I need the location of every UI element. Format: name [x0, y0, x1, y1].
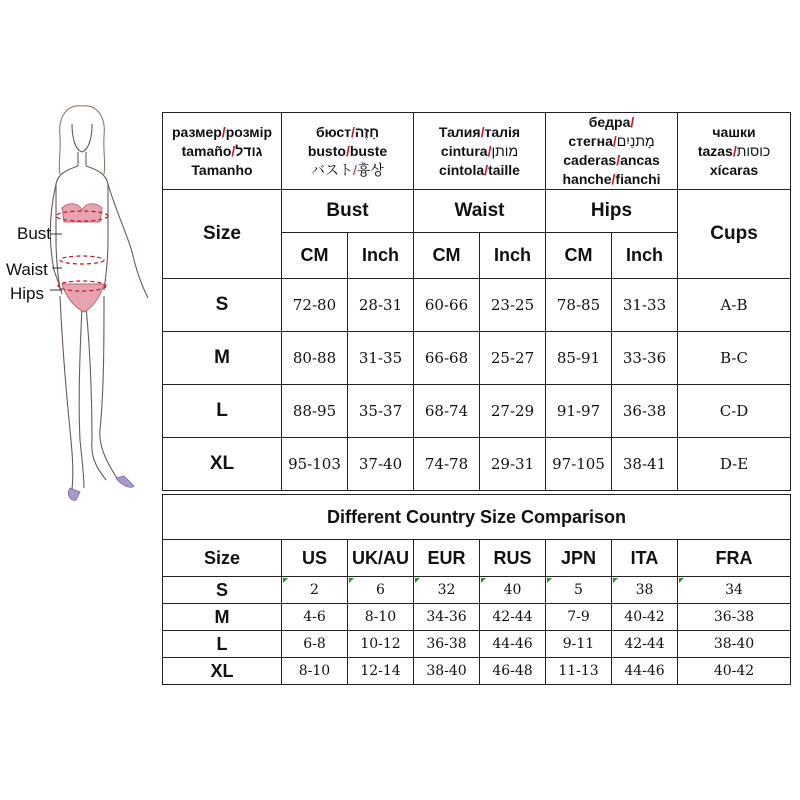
hips-cm-header: CM: [546, 233, 612, 279]
bust-word-he: חָזֶה: [354, 123, 380, 140]
cell-text: 8-10: [364, 609, 397, 625]
cell-text: L: [216, 633, 228, 654]
cell-text: 38-40: [426, 663, 467, 679]
waist-word-fr: taille: [488, 161, 520, 178]
cups-cell: B-C: [678, 332, 791, 385]
country-value-cell: [348, 631, 414, 658]
country-value-cell: [612, 631, 678, 658]
waist-cm-cell: 74-78: [414, 438, 480, 491]
corner-tick-icon: [283, 578, 288, 583]
size-column-header: Size: [163, 190, 282, 279]
waist-column-header: Waist: [414, 190, 546, 233]
table-row: [163, 577, 791, 604]
hips-word-it: fianchi: [615, 171, 661, 187]
country-column-header: Size: [163, 540, 282, 577]
country-size-label-cell: [163, 604, 282, 631]
bust-inch-cell: 31-35: [348, 332, 414, 385]
country-size-label-cell: [163, 658, 282, 685]
country-column-header: UK/AU: [348, 540, 414, 577]
woman-figure-icon: [0, 100, 165, 520]
country-value-cell: [612, 658, 678, 685]
country-value-cell: [678, 577, 791, 604]
cell-text: 4-6: [303, 609, 326, 625]
country-value-cell: [414, 631, 480, 658]
bust-word-ru: бюст: [315, 123, 352, 140]
country-column-header: ITA: [612, 540, 678, 577]
bust-cm-header: CM: [282, 233, 348, 279]
table-row: [163, 385, 791, 438]
cell-text: M: [214, 606, 230, 627]
country-value-cell: [480, 631, 546, 658]
cell-text: 38-40: [713, 636, 755, 652]
cell-text: 12-14: [360, 663, 401, 679]
cell-text: 36-38: [426, 636, 467, 652]
bust-cm-cell: 88-95: [282, 385, 348, 438]
bust-cm-cell: 95-103: [282, 438, 348, 491]
country-value-cell: [546, 631, 612, 658]
size-label-cell: S: [163, 279, 282, 332]
hips-inch-header: Inch: [612, 233, 678, 279]
bust-word-ko: 흉상: [356, 161, 384, 178]
hips-word-he: מָתנַיִם: [616, 133, 655, 149]
bust-word-ja: バスト: [311, 161, 354, 178]
bust-inch-cell: 28-31: [348, 279, 414, 332]
cell-text: 6-8: [303, 636, 326, 652]
cell-text: 40-42: [713, 663, 755, 679]
corner-tick-icon: [547, 578, 552, 583]
cups-column-header: Cups: [678, 190, 791, 279]
multilingual-bust-header: бюст/חָזֶה busto/buste バスト/흉상: [282, 113, 414, 190]
bust-inch-cell: 37-40: [348, 438, 414, 491]
corner-tick-icon: [481, 578, 486, 583]
hips-column-header: Hips: [546, 190, 678, 233]
country-value-cell: [282, 604, 348, 631]
hips-inch-cell: 36-38: [612, 385, 678, 438]
country-value-cell: [480, 658, 546, 685]
cell-text: 9-11: [562, 636, 595, 652]
cups-word-ru: чашки: [712, 123, 756, 140]
country-value-cell: [612, 604, 678, 631]
multilingual-waist-header: Талия/талія cintura/מותן cintola/taille: [414, 113, 546, 190]
cell-text: 7-9: [567, 609, 590, 625]
multilingual-cups-header: чашки tazas/כוסות xícaras: [678, 113, 791, 190]
cell-text: 2: [310, 582, 319, 598]
country-size-comparison-table: [162, 494, 791, 685]
country-value-cell: [282, 658, 348, 685]
cell-text: 10-12: [360, 636, 401, 652]
country-value-cell: [348, 604, 414, 631]
cell-text: 34: [725, 582, 743, 598]
hips-label: Hips: [10, 284, 45, 303]
bust-inch-header: Inch: [348, 233, 414, 279]
multilingual-hips-header: бедра/стегна/מָתנַיִם caderas/ancas hanche/fianchi: [546, 113, 678, 190]
country-value-cell: [348, 577, 414, 604]
waist-word-it: cintola: [439, 161, 485, 178]
size-label-cell: M: [163, 332, 282, 385]
waist-word-uk: талія: [484, 123, 521, 140]
country-table-title: Different Country Size Comparison: [163, 495, 791, 540]
country-value-cell: [348, 658, 414, 685]
cell-text: 5: [574, 582, 583, 598]
waist-word-he: מותן: [491, 142, 519, 159]
cups-word-he: כוסות: [736, 142, 771, 159]
hips-cm-cell: 91-97: [546, 385, 612, 438]
table-row: [163, 279, 791, 332]
country-value-cell: [678, 631, 791, 658]
country-value-cell: [546, 658, 612, 685]
hips-cm-cell: 78-85: [546, 279, 612, 332]
country-size-label-cell: [163, 631, 282, 658]
hips-word-fr: hanche: [562, 171, 612, 187]
bust-word-fr: buste: [349, 142, 388, 159]
country-column-header: EUR: [414, 540, 480, 577]
cell-text: 44-46: [492, 636, 533, 652]
waist-cm-header: CM: [414, 233, 480, 279]
country-value-cell: [414, 658, 480, 685]
size-word-he: גודל: [235, 142, 263, 159]
cell-text: 38: [635, 582, 654, 598]
cell-text: 42-44: [492, 609, 533, 625]
waist-word-ru: Талия: [438, 123, 481, 140]
table-row: [163, 332, 791, 385]
cell-text: 40: [503, 582, 522, 598]
waist-word-es: cintura: [440, 142, 488, 159]
waist-inch-cell: 29-31: [480, 438, 546, 491]
waist-inch-header: Inch: [480, 233, 546, 279]
cell-text: 6: [376, 582, 385, 598]
country-value-cell: [414, 604, 480, 631]
country-value-cell: [414, 577, 480, 604]
cell-text: XL: [210, 660, 234, 681]
cups-word-pt: xícaras: [709, 161, 759, 178]
country-value-cell: [678, 658, 791, 685]
waist-inch-cell: 27-29: [480, 385, 546, 438]
hips-word-uk: стегна: [568, 133, 613, 149]
bust-label: Bust: [17, 224, 52, 243]
size-word-uk: розмір: [225, 123, 273, 140]
corner-tick-icon: [679, 578, 684, 583]
waist-inch-cell: 23-25: [480, 279, 546, 332]
country-column-header: JPN: [546, 540, 612, 577]
country-column-header: US: [282, 540, 348, 577]
cell-text: 8-10: [298, 663, 331, 679]
cell-text: 46-48: [492, 663, 533, 679]
table-row: [163, 658, 791, 685]
table-row: [163, 604, 791, 631]
bust-column-header: Bust: [282, 190, 414, 233]
country-value-cell: [546, 577, 612, 604]
cups-cell: D-E: [678, 438, 791, 491]
country-column-header: FRA: [678, 540, 791, 577]
waist-cm-cell: 68-74: [414, 385, 480, 438]
cell-text: 11-13: [558, 663, 599, 679]
hips-word-es-alt: ancas: [620, 152, 660, 168]
cell-text: 40-42: [624, 609, 665, 625]
bust-word-it: busto: [307, 142, 346, 159]
cups-cell: C-D: [678, 385, 791, 438]
bust-inch-cell: 35-37: [348, 385, 414, 438]
size-word-es: tamaño: [181, 142, 232, 159]
hips-inch-cell: 31-33: [612, 279, 678, 332]
cups-word-es: tazas: [697, 142, 733, 159]
multilingual-size-header: размер/розмір tamaño/גודל Tamanho: [163, 113, 282, 190]
hips-inch-cell: 38-41: [612, 438, 678, 491]
cell-text: 32: [437, 582, 456, 598]
country-column-header: RUS: [480, 540, 546, 577]
size-label-cell: XL: [163, 438, 282, 491]
country-value-cell: [480, 577, 546, 604]
waist-cm-cell: 66-68: [414, 332, 480, 385]
cell-text: 44-46: [624, 663, 665, 679]
size-word-pt: Tamanho: [191, 161, 253, 178]
country-size-label-cell: [163, 577, 282, 604]
table-row: [163, 438, 791, 491]
model-illustration: [0, 100, 165, 520]
cell-text: 34-36: [426, 609, 467, 625]
waist-inch-cell: 25-27: [480, 332, 546, 385]
country-value-cell: [678, 604, 791, 631]
bust-cm-cell: 80-88: [282, 332, 348, 385]
size-word-ru: размер: [171, 123, 222, 140]
table-row: [163, 631, 791, 658]
size-label-cell: L: [163, 385, 282, 438]
cell-text: S: [215, 579, 228, 600]
country-value-cell: [612, 577, 678, 604]
cell-text: 42-44: [624, 636, 665, 652]
hips-cm-cell: 85-91: [546, 332, 612, 385]
country-value-cell: [480, 604, 546, 631]
bust-cm-cell: 72-80: [282, 279, 348, 332]
country-value-cell: [546, 604, 612, 631]
hips-inch-cell: 33-36: [612, 332, 678, 385]
hips-word-es: caderas: [563, 152, 617, 168]
cups-cell: A-B: [678, 279, 791, 332]
country-value-cell: [282, 631, 348, 658]
corner-tick-icon: [613, 578, 618, 583]
size-measurement-table: [162, 112, 791, 491]
waist-cm-cell: 60-66: [414, 279, 480, 332]
waist-label: Waist: [6, 260, 48, 279]
corner-tick-icon: [349, 578, 354, 583]
corner-tick-icon: [415, 578, 420, 583]
hips-cm-cell: 97-105: [546, 438, 612, 491]
cell-text: 36-38: [713, 609, 755, 625]
country-value-cell: [282, 577, 348, 604]
hips-word-ru: бедра: [588, 114, 631, 130]
